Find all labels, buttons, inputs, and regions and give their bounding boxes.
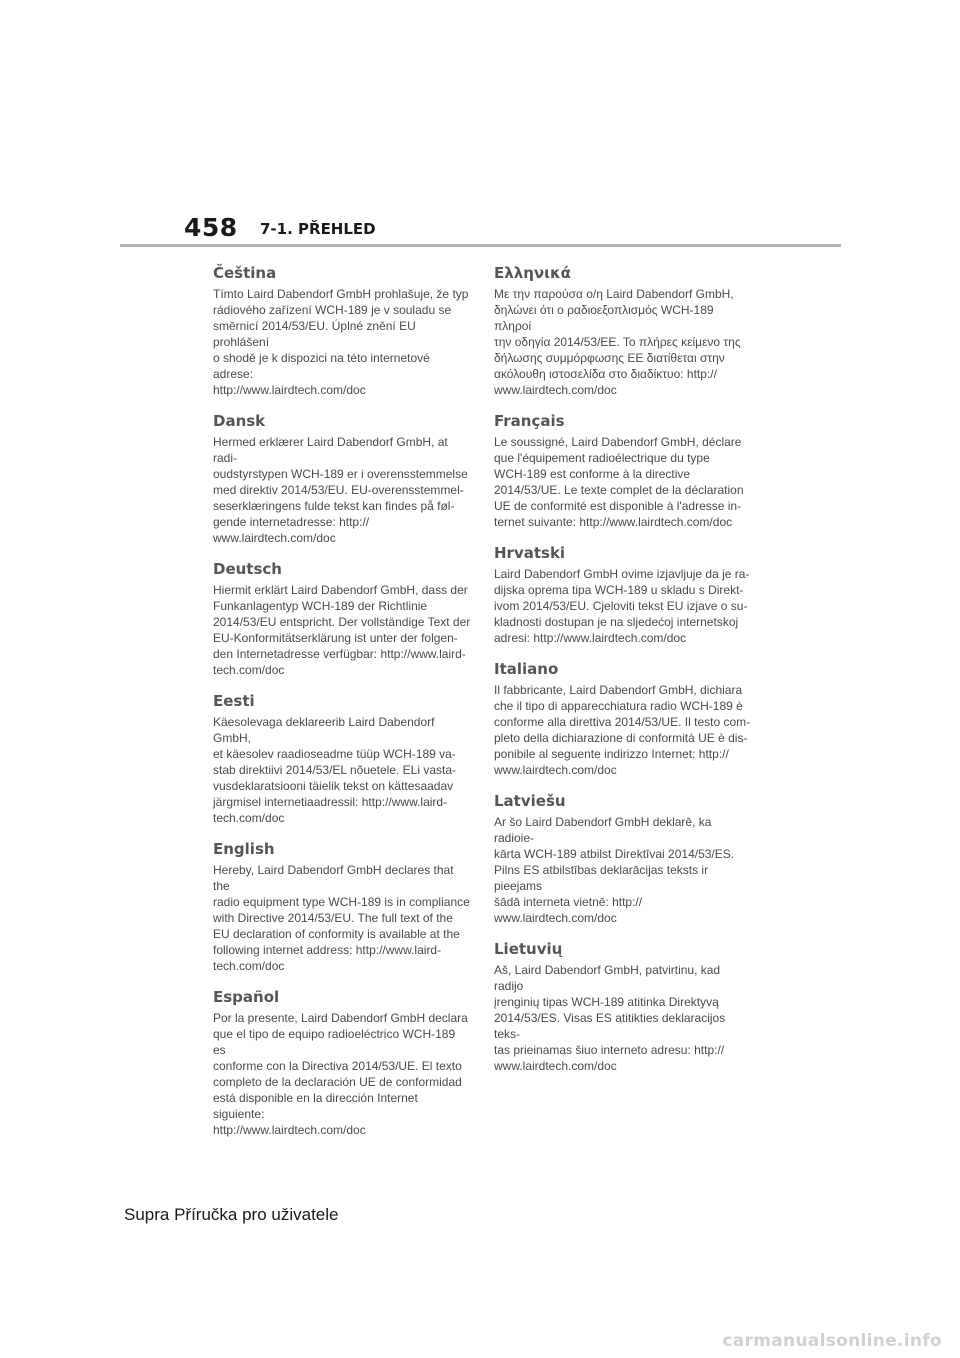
right-column (494, 256, 752, 1088)
lang-body: Με την παρούσα ο/η Laird Dabendorf GmbH, δηλώνει ότι ο ραδιοεξοπλισμός WCH-189 πληροί την οδηγία 2014/53/ΕΕ. Το πλήρες κείμενο της δήλωσης συμμόρφωσης ΕΕ διατίθεται στην ακόλουθη ιστοσελίδα στο διαδίκτυο: http:// www.lairdtech.com/doc (494, 287, 741, 397)
lang-heading: Hrvatski (494, 544, 566, 562)
lang-body: Ar šo Laird Dabendorf GmbH deklarē, ka radioie- kārta WCH-189 atbilst Direktīvai 2014/53/ES. Pilns ES atbilstības deklarācijas teksts ir pieejams šādā interneta vietnē: http:// www.lairdtech.com/doc (494, 815, 735, 925)
lang-body: Hereby, Laird Dabendorf GmbH declares that the radio equipment type WCH-189 is in compliance with Directive 2014/53/EU. The full text of the EU declaration of conformity is available at the following internet address: http://www.laird- tech.com/doc (213, 863, 470, 973)
lang-heading: Latviešu (494, 792, 566, 810)
lang-heading: Italiano (494, 660, 559, 678)
lang-block-hr (494, 544, 752, 646)
lang-body: Hiermit erklärt Laird Dabendorf GmbH, dass der Funkanlagentyp WCH-189 der Richtlinie 2014/53/EU entspricht. Der vollständige Text der EU-Konformitätserklärung ist unter der folgen- den Internetadresse verfügbar: http://www.laird- tech.com/doc (213, 583, 471, 677)
lang-body: Tímto Laird Dabendorf GmbH prohlašuje, že typ rádiového zařízení WCH-189 je v souladu se směrnicí 2014/53/EU. Úplné znění EU prohlášení o shodě je k dispozici na této internetové adrese: http://www.lairdtech.com/doc (213, 287, 469, 397)
header-divider (120, 244, 841, 247)
lang-block-it (494, 660, 752, 778)
lang-body: Laird Dabendorf GmbH ovime izjavljuje da je ra- dijska oprema tipa WCH-189 u skladu s Direkt- ivom 2014/53/EU. Cjeloviti tekst EU izjave o su- kladnosti dostupan je na sljedećoj internetskoj adresi: http://www.lairdtech.com/doc (494, 567, 750, 645)
lang-heading: Lietuvių (494, 940, 563, 958)
watermark: carmanualsonline.info (722, 1331, 942, 1351)
lang-block-en (213, 840, 471, 974)
lang-body: Por la presente, Laird Dabendorf GmbH declara que el tipo de equipo radioeléctrico WCH-189 es conforme con la Directiva 2014/53/UE. El texto completo de la declaración UE de conformidad está disponible en la dirección Internet siguiente: http://www.lairdtech.com/doc (213, 1011, 468, 1137)
lang-block-et (213, 692, 471, 826)
page-number: 458 (184, 213, 238, 242)
lang-heading: Čeština (213, 264, 277, 282)
section-title: 7-1. PŘEHLED (260, 220, 376, 238)
lang-body: Käesolevaga deklareerib Laird Dabendorf GmbH, et käesolev raadioseadme tüüp WCH-189 va- stab direktiivi 2014/53/EL nõuetele. ELi vasta- vusdeklaratsiooni täielik tekst on kättesaadav järgmisel internetiaadressil: http://www.laird- tech.com/doc (213, 715, 457, 825)
lang-heading: English (213, 840, 275, 858)
lang-body: Hermed erklærer Laird Dabendorf GmbH, at radi- oudstyrstypen WCH-189 er i overensstemmelse med direktiv 2014/53/EU. EU-overensstemmel- seserklæringens fulde tekst kan findes på føl- gende internetadresse: http:// www.lairdtech.com/doc (213, 435, 468, 545)
lang-block-lt (494, 940, 752, 1074)
left-column (213, 256, 471, 1152)
lang-block-lv (494, 792, 752, 926)
lang-block-es (213, 988, 471, 1138)
lang-heading: Español (213, 988, 280, 1006)
lang-block-el (494, 264, 752, 398)
lang-block-cs (213, 264, 471, 398)
lang-body: Le soussigné, Laird Dabendorf GmbH, déclare que l'équipement radioélectrique du type WCH-189 est conforme à la directive 2014/53/UE. Le texte complet de la déclaration UE de conformité est disponible à l'adresse in- ternet suivante: http://www.lairdtech.com/doc (494, 435, 744, 529)
lang-heading: Dansk (213, 412, 266, 430)
footer-manual-title: Supra Příručka pro uživatele (124, 1205, 339, 1224)
lang-body: Il fabbricante, Laird Dabendorf GmbH, dichiara che il tipo di apparecchiatura radio WCH-189 è conforme alla direttiva 2014/53/UE. Il testo com- pleto della dichiarazione di conformità UE è dis- ponibile al seguente indirizzo Internet: http:// www.lairdtech.com/doc (494, 683, 751, 777)
lang-body: Aš, Laird Dabendorf GmbH, patvirtinu, kad radijo įrenginių tipas WCH-189 atitinka Direktyvą 2014/53/ES. Visas ES atitikties deklaracijos teks- tas prieinamas šiuo interneto adresu: http:// www.lairdtech.com/doc (494, 963, 726, 1073)
lang-heading: Eesti (213, 692, 255, 710)
lang-block-de (213, 560, 471, 678)
lang-heading: Ελληνικά (494, 264, 571, 282)
lang-block-da (213, 412, 471, 546)
lang-block-fr (494, 412, 752, 530)
lang-heading: Deutsch (213, 560, 282, 578)
lang-heading: Français (494, 412, 565, 430)
